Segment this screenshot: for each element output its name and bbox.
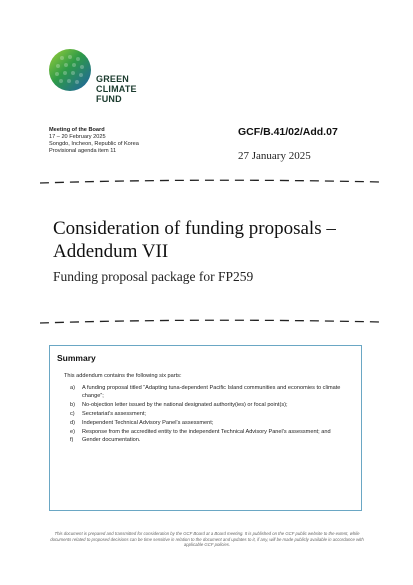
page-title: Consideration of funding proposals – Addendum VII	[53, 218, 336, 262]
meeting-title: Meeting of the Board	[49, 127, 105, 133]
footer-disclaimer: This document is prepared and transmitted for consideration by the GCF Board at a Board meeting. It is published on the GCF public website to the extent, while documents related to proposed decisions can be time sensitive in relation to the document and updates to it, if any, will be made publicly available in accordance with applicable GCF policies.	[50, 531, 364, 548]
list-item	[70, 429, 355, 437]
logo-line-2: CLIMATE	[96, 84, 137, 94]
document-date: 27 January 2025	[238, 150, 311, 162]
list-marker: f)	[70, 437, 74, 444]
list-marker: a)	[70, 385, 75, 391]
list-marker: b)	[70, 401, 75, 408]
list-item	[70, 437, 355, 445]
logo-line-3: FUND	[96, 94, 122, 104]
document-info	[238, 126, 338, 162]
list-item	[70, 411, 355, 419]
list-text: Gender documentation.	[82, 437, 141, 444]
gcf-logo	[48, 48, 168, 118]
summary-box	[49, 345, 362, 511]
page-subtitle: Funding proposal package for FP259	[53, 269, 254, 284]
gcf-globe-icon	[48, 48, 92, 92]
list-item	[70, 385, 355, 401]
list-marker: d)	[70, 419, 75, 426]
logo-line-1: GREEN	[96, 74, 130, 84]
list-marker: c)	[70, 410, 75, 417]
meeting-info	[49, 127, 139, 155]
list-text: Secretariat’s assessment;	[82, 410, 146, 417]
document-reference: GCF/B.41/02/Add.07	[238, 126, 338, 138]
list-text: Independent Technical Advisory Panel’s assessment;	[82, 419, 214, 426]
list-item	[70, 402, 355, 410]
list-text: No-objection letter issued by the national designated authority(ies) or focal point(s);	[82, 401, 288, 408]
logo-wordmark	[96, 74, 137, 104]
list-marker: e)	[70, 428, 75, 435]
summary-list	[70, 385, 355, 446]
list-text: Response from the accredited entity to the independent Technical Advisory Panel’s assessment; and	[82, 428, 331, 435]
summary-intro: This addendum contains the following six parts:	[64, 373, 182, 379]
divider-bottom	[0, 318, 413, 326]
meeting-dates: 17 – 20 February 2025	[49, 134, 106, 140]
divider-top	[0, 178, 413, 186]
meeting-agenda: Provisional agenda item 11	[49, 148, 117, 154]
meeting-location: Songdo, Incheon, Republic of Korea	[49, 141, 139, 147]
list-item	[70, 420, 355, 428]
summary-heading: Summary	[57, 353, 96, 363]
list-text: A funding proposal titled “Adapting tuna-dependent Pacific Island communities and economies to climate change”;	[82, 385, 341, 399]
